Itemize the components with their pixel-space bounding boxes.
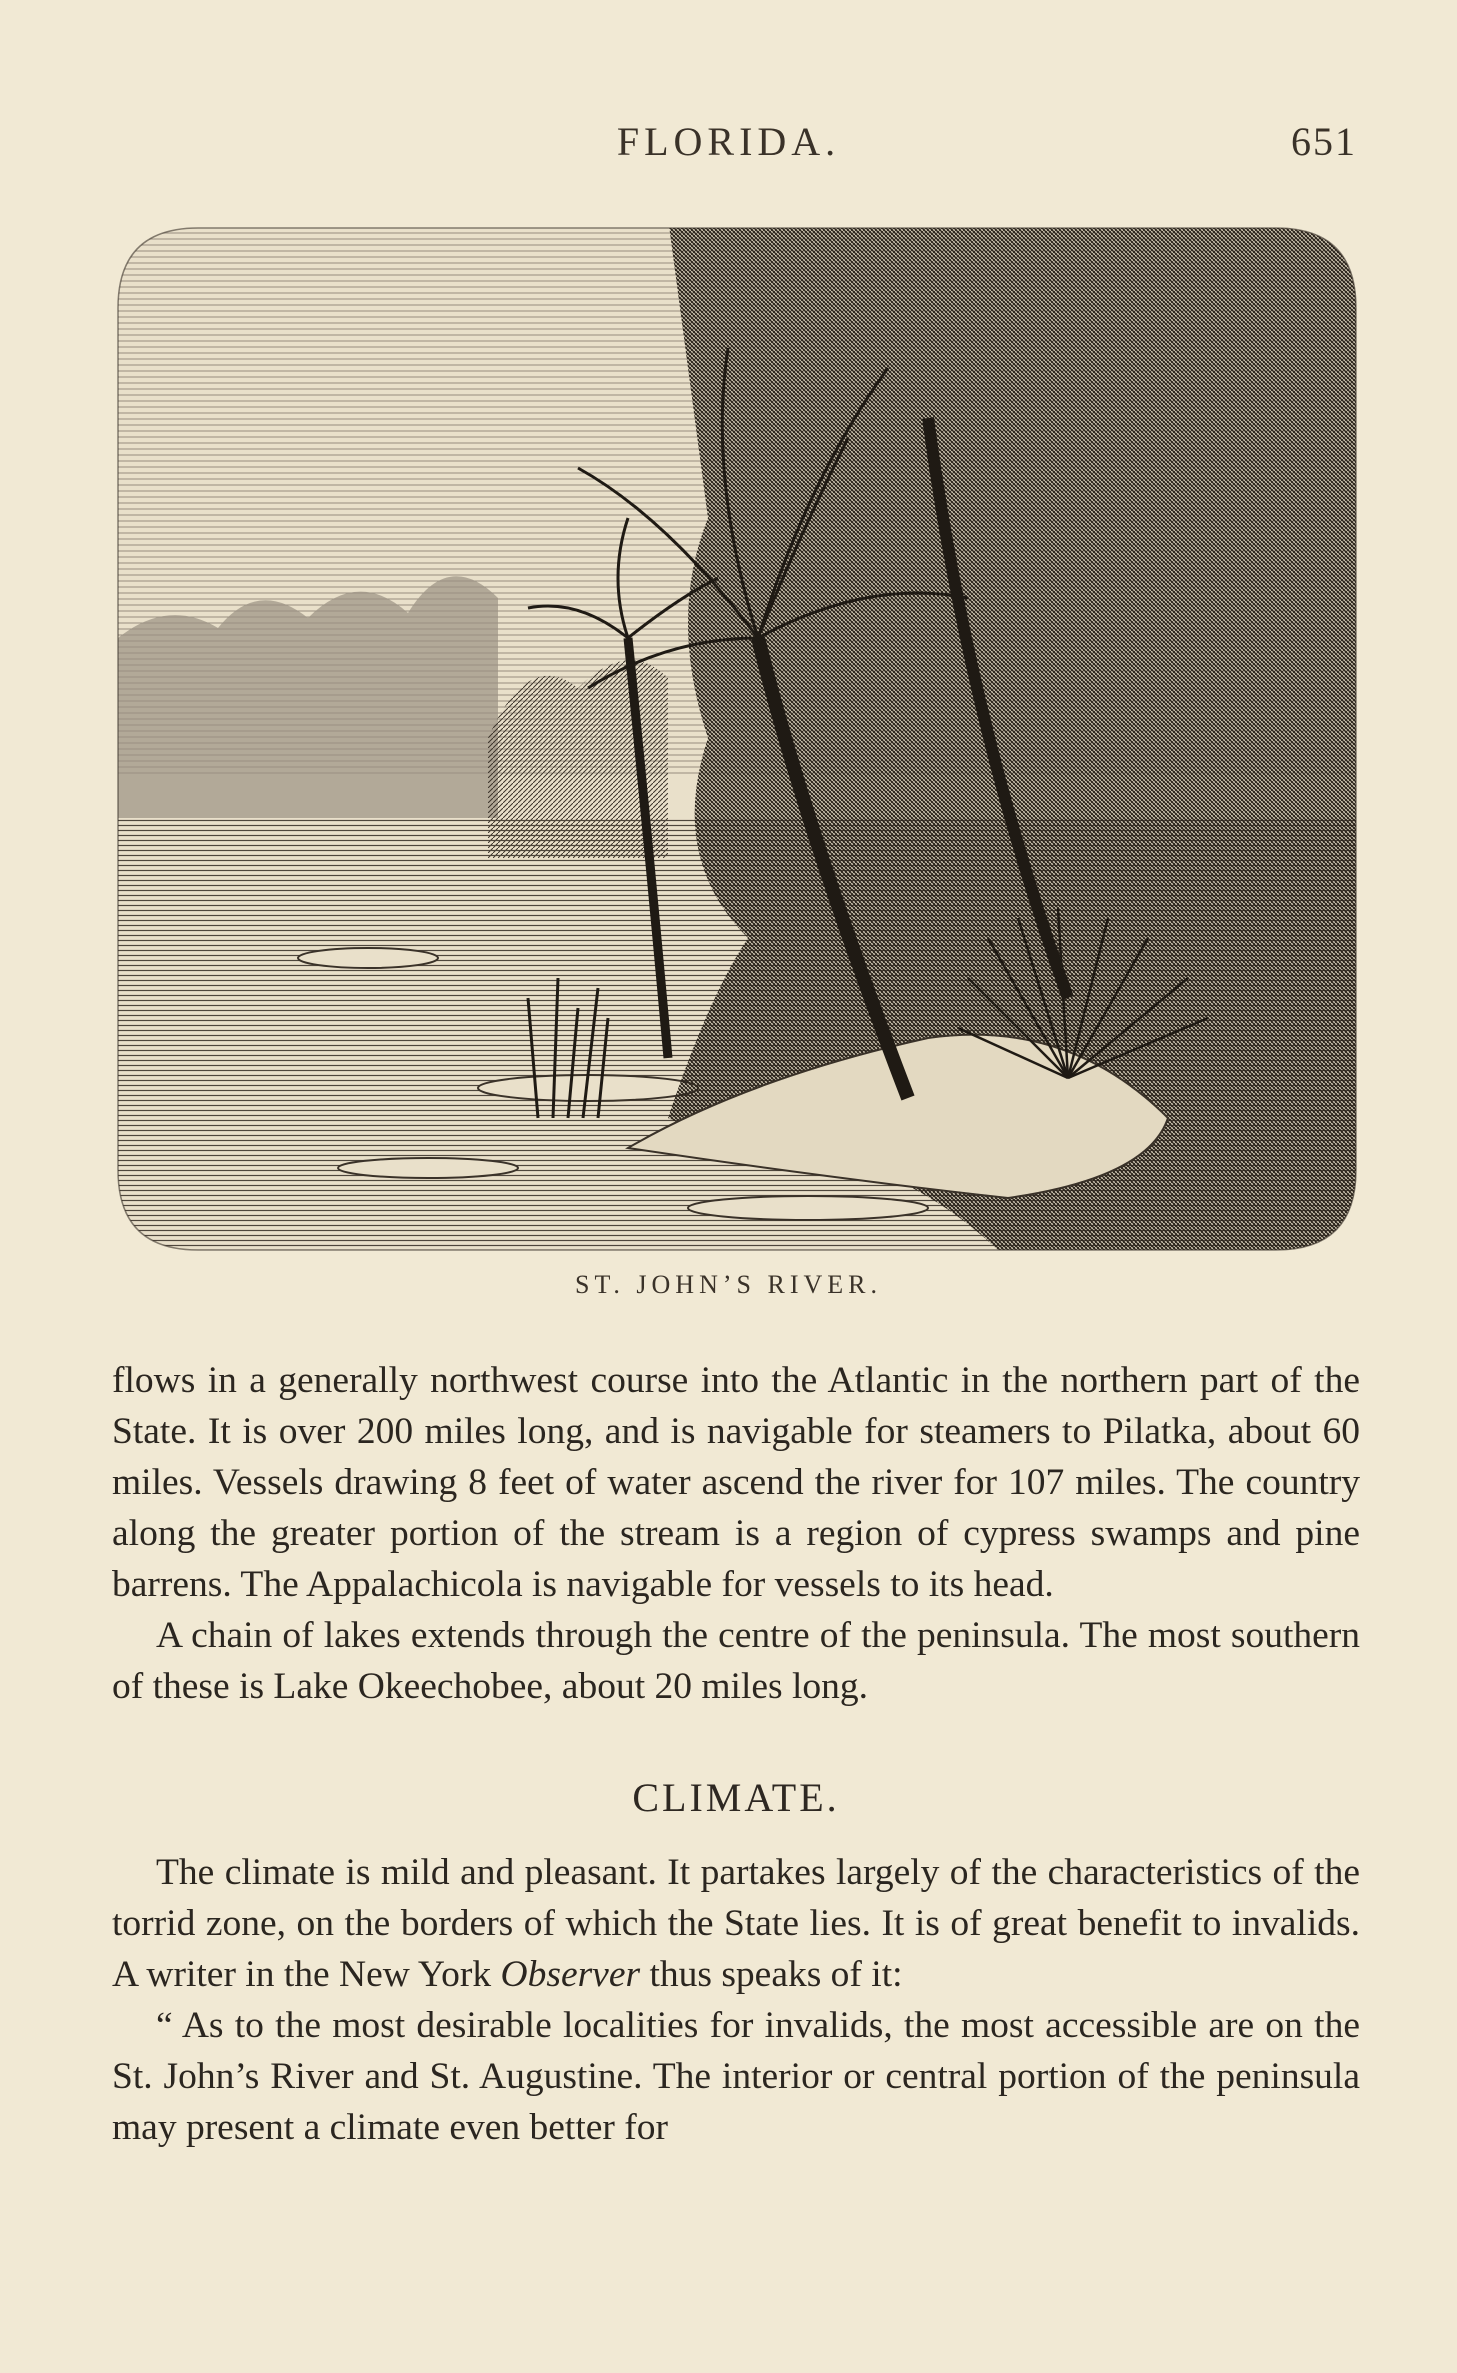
section-heading-climate: CLIMATE. — [632, 1775, 840, 1820]
illustration-caption: ST. JOHN’S RIVER. — [575, 1270, 882, 1299]
paragraph-climate — [112, 1847, 1360, 2000]
river-engraving-illustration — [108, 218, 1366, 1260]
running-head — [0, 118, 1457, 178]
page-number: 651 — [1291, 119, 1357, 164]
running-head-title: FLORIDA. — [616, 119, 841, 164]
observer-italic: Observer — [500, 1954, 641, 1995]
paragraph-quote: “ As to the most desirable localities for invalids, the most accessible are on the St. John’s River and St. Augustine. The interior or central portion of the peninsula may present a climate even better for — [112, 2005, 1360, 2148]
engraving-svg — [108, 218, 1366, 1260]
body-text — [112, 1355, 1360, 2153]
paragraph-lakes: A chain of lakes extends through the centre of the peninsula. The most southern of these is Lake Okeechobee, about 20 miles long. — [112, 1615, 1360, 1707]
paragraph-river-course: flows in a generally northwest course into the Atlantic in the northern part of the State. It is over 200 miles long, and is navigable for steamers to Pilatka, about 60 miles. Vessels drawing 8 feet of water ascend the river for 107 miles. The country along the greater portion of the stream is a region of cypress swamps and pine barrens. The Appalachicola is navigable for vessels to its head. — [112, 1360, 1360, 1605]
paragraph-climate-text: The climate is mild and pleasant. It partakes largely of the characteristics of the torrid zone, on the borders of which the State lies. It is of great benefit to invalids. A writer in the New York — [112, 1852, 1360, 1995]
paragraph-climate-tail: thus speaks of it: — [640, 1954, 903, 1995]
